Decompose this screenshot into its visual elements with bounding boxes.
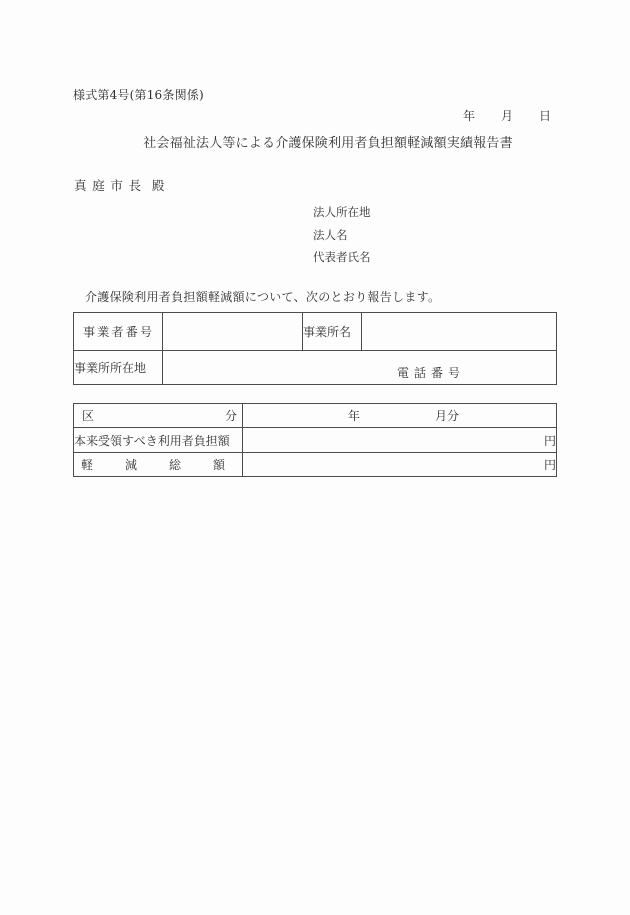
yen-unit-label: 円 — [543, 433, 556, 448]
date-day-label: 日 — [538, 109, 551, 123]
addressee-line — [74, 176, 164, 194]
reduction-total-value-cell — [243, 453, 557, 477]
reduction-report-table — [73, 403, 557, 477]
original-amount-value-cell — [243, 428, 557, 453]
provider-number-value-cell — [163, 313, 303, 351]
label-char: 減 — [124, 458, 137, 472]
table-row — [74, 313, 557, 351]
period-month-label: 月分 — [435, 409, 460, 423]
label-char: 者 — [111, 325, 124, 339]
table-header-row — [74, 404, 557, 428]
period-header-cell — [243, 404, 557, 428]
phone-number-label: 電話番号 — [397, 366, 466, 380]
form-number: 様式第4号(第16条関係) — [73, 88, 204, 102]
date-year-label: 年 — [463, 109, 476, 123]
office-address-label-cell: 事業所所在地 — [74, 351, 163, 385]
addressee-name: 真庭市長 — [74, 178, 147, 193]
category-header-cell — [74, 404, 243, 428]
corporate-address-label: 法人所在地 — [313, 205, 371, 219]
reduction-total-label-cell — [74, 453, 243, 477]
table-row — [74, 351, 557, 385]
category-label-left: 区 — [82, 409, 95, 423]
business-info-table — [73, 312, 557, 385]
period-header — [243, 407, 556, 424]
label-char: 総 — [168, 458, 181, 472]
label-char: 事 — [83, 325, 96, 339]
date-line — [463, 107, 551, 124]
corporate-name-label: 法人名 — [313, 227, 348, 242]
date-month-label: 月 — [500, 109, 513, 123]
provider-number-label — [74, 323, 162, 340]
office-address-value-cell — [163, 351, 557, 385]
label-char: 号 — [139, 325, 152, 339]
addressee-honorific: 殿 — [151, 178, 165, 193]
label-char: 業 — [97, 325, 110, 339]
office-name-label-cell: 事業所名 — [303, 313, 362, 351]
label-char: 番 — [125, 325, 138, 339]
provider-number-label-cell — [74, 313, 163, 351]
period-year-label: 年 — [347, 409, 360, 423]
yen-unit-label: 円 — [543, 458, 556, 472]
table-row — [74, 428, 557, 453]
intro-statement: 介護保険利用者負担額軽減額について、次のとおり報告します。 — [85, 290, 441, 304]
office-name-value-cell — [362, 313, 557, 351]
category-header — [74, 407, 242, 424]
original-amount-label-cell: 本来受領すべき利用者負担額 — [74, 428, 243, 453]
table-row — [74, 453, 557, 477]
reduction-total-label — [74, 456, 242, 473]
category-label-right: 分 — [224, 409, 237, 423]
document-title: 社会福祉法人等による介護保険利用者負担額軽減額実績報告書 — [143, 136, 513, 151]
representative-name-label: 代表者氏名 — [313, 250, 371, 264]
label-char: 軽 — [81, 458, 94, 472]
label-char: 額 — [212, 458, 225, 472]
corporate-info-block — [313, 201, 371, 269]
